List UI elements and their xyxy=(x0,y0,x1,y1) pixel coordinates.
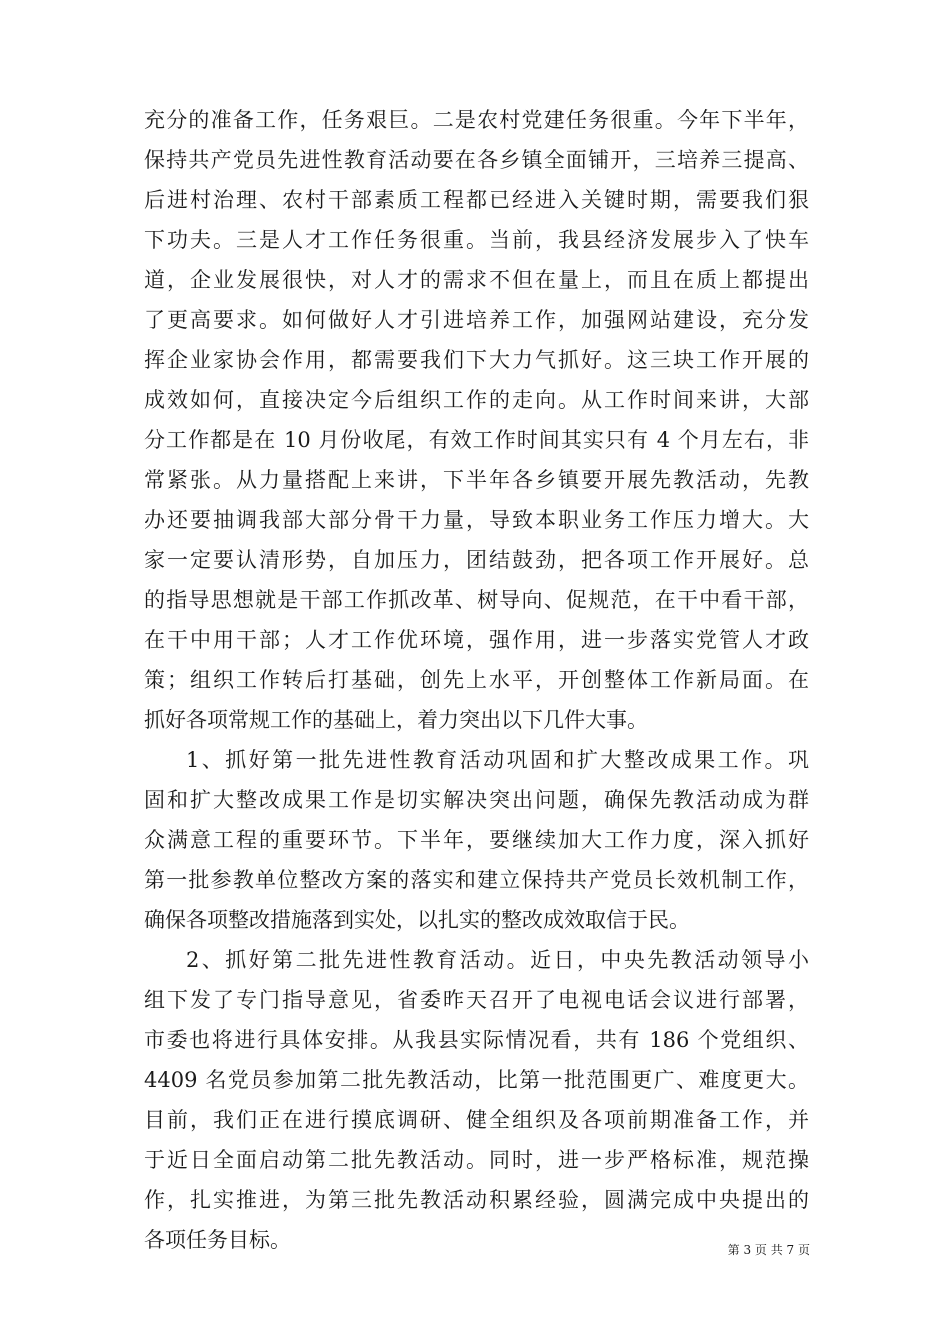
text-line: 保持共产党员先进性教育活动要在各乡镇全面铺开，三培养三提高、 xyxy=(144,148,809,172)
text-line: 2、抓好第二批先进性教育活动。近日，中央先教活动领导小 xyxy=(186,948,809,972)
text-line: 作，扎实推进，为第三批先教活动积累经验，圆满完成中央提出的 xyxy=(144,1188,809,1212)
text-line: 在干中用干部；人才工作优环境，强作用，进一步落实党管人才政 xyxy=(144,628,809,652)
text-line: 分工作都是在 10 月份收尾，有效工作时间其实只有 4 个月左右，非 xyxy=(144,428,809,452)
text-line: 确保各项整改措施落到实处，以扎实的整改成效取信于民。 xyxy=(144,908,690,932)
text-line: 充分的准备工作，任务艰巨。二是农村党建任务很重。今年下半年， xyxy=(144,108,809,132)
text-line: 的指导思想就是干部工作抓改革、树导向、促规范，在干中看干部， xyxy=(144,588,809,612)
text-line: 第一批参教单位整改方案的落实和建立保持共产党员长效机制工作， xyxy=(144,868,809,892)
page-number: 第 3 页 共 7 页 xyxy=(727,1243,810,1257)
text-line: 策；组织工作转后打基础，创先上水平，开创整体工作新局面。在 xyxy=(144,668,809,692)
text-line: 挥企业家协会作用，都需要我们下大力气抓好。这三块工作开展的 xyxy=(144,348,809,372)
text-line: 目前，我们正在进行摸底调研、健全组织及各项前期准备工作，并 xyxy=(144,1108,809,1132)
text-line: 常紧张。从力量搭配上来讲，下半年各乡镇要开展先教活动，先教 xyxy=(144,468,809,492)
text-line: 市委也将进行具体安排。从我县实际情况看，共有 186 个党组织、 xyxy=(144,1028,809,1052)
text-line: 1、抓好第一批先进性教育活动巩固和扩大整改成果工作。巩 xyxy=(186,748,809,772)
text-line: 道，企业发展很快，对人才的需求不但在量上，而且在质上都提出 xyxy=(144,268,809,292)
text-line: 众满意工程的重要环节。下半年，要继续加大工作力度，深入抓好 xyxy=(144,828,809,852)
text-line: 办还要抽调我部大部分骨干力量，导致本职业务工作压力增大。大 xyxy=(144,508,809,532)
text-line: 于近日全面启动第二批先教活动。同时，进一步严格标准，规范操 xyxy=(144,1148,809,1172)
text-line: 各项任务目标。 xyxy=(144,1228,291,1252)
text-line: 了更高要求。如何做好人才引进培养工作，加强网站建设，充分发 xyxy=(144,308,809,332)
text-line: 组下发了专门指导意见，省委昨天召开了电视电话会议进行部署， xyxy=(144,988,809,1012)
text-line: 固和扩大整改成果工作是切实解决突出问题，确保先教活动成为群 xyxy=(144,788,809,812)
text-line: 成效如何，直接决定今后组织工作的走向。从工作时间来讲，大部 xyxy=(144,388,809,412)
text-line: 后进村治理、农村干部素质工程都已经进入关键时期，需要我们狠 xyxy=(144,188,809,212)
text-line: 家一定要认清形势，自加压力，团结鼓劲，把各项工作开展好。总 xyxy=(144,548,809,572)
text-line: 抓好各项常规工作的基础上，着力突出以下几件大事。 xyxy=(144,708,648,732)
text-line: 4409 名党员参加第二批先教活动，比第一批范围更广、难度更大。 xyxy=(144,1068,809,1092)
text-line: 下功夫。三是人才工作任务很重。当前，我县经济发展步入了快车 xyxy=(144,228,809,252)
